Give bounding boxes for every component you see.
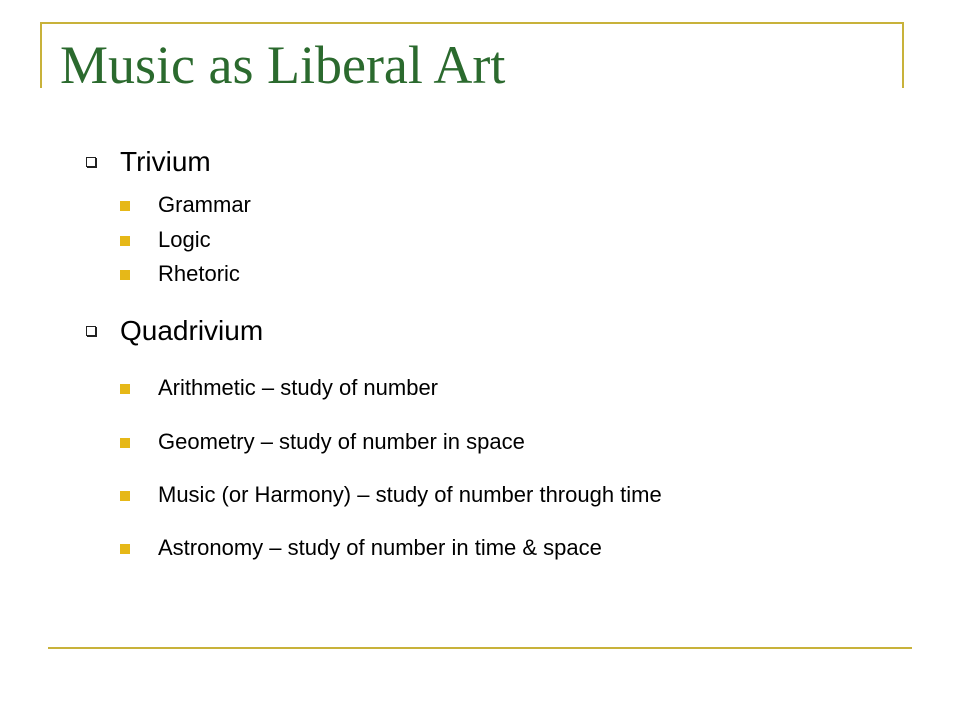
title-frame-right-rule [902, 22, 904, 88]
filled-square-icon [120, 201, 130, 211]
filled-square-icon [120, 236, 130, 246]
filled-square-icon [120, 438, 130, 448]
list-item-text: Astronomy – study of number in time & space [158, 535, 602, 560]
list-item-text: Music (or Harmony) – study of number through time [158, 482, 662, 507]
list-item-text: Rhetoric [158, 261, 240, 286]
filled-square-icon [120, 384, 130, 394]
title-frame-top-rule [40, 22, 904, 24]
hollow-square-icon [86, 157, 96, 167]
list-item-text: Arithmetic – study of number [158, 375, 439, 400]
filled-square-icon [120, 544, 130, 554]
section-heading: Quadrivium [120, 315, 264, 346]
hollow-square-icon [86, 326, 96, 336]
list-item-text: Geometry – study of number in space [158, 429, 525, 454]
section-heading: Trivium [120, 146, 211, 177]
filled-square-icon [120, 491, 130, 501]
slide-title: Music as Liberal Art [60, 35, 506, 95]
footer-rule [48, 647, 912, 649]
list-item-text: Grammar [158, 192, 251, 217]
title-frame-left-rule [40, 22, 42, 88]
list-item-text: Logic [158, 227, 211, 252]
filled-square-icon [120, 270, 130, 280]
